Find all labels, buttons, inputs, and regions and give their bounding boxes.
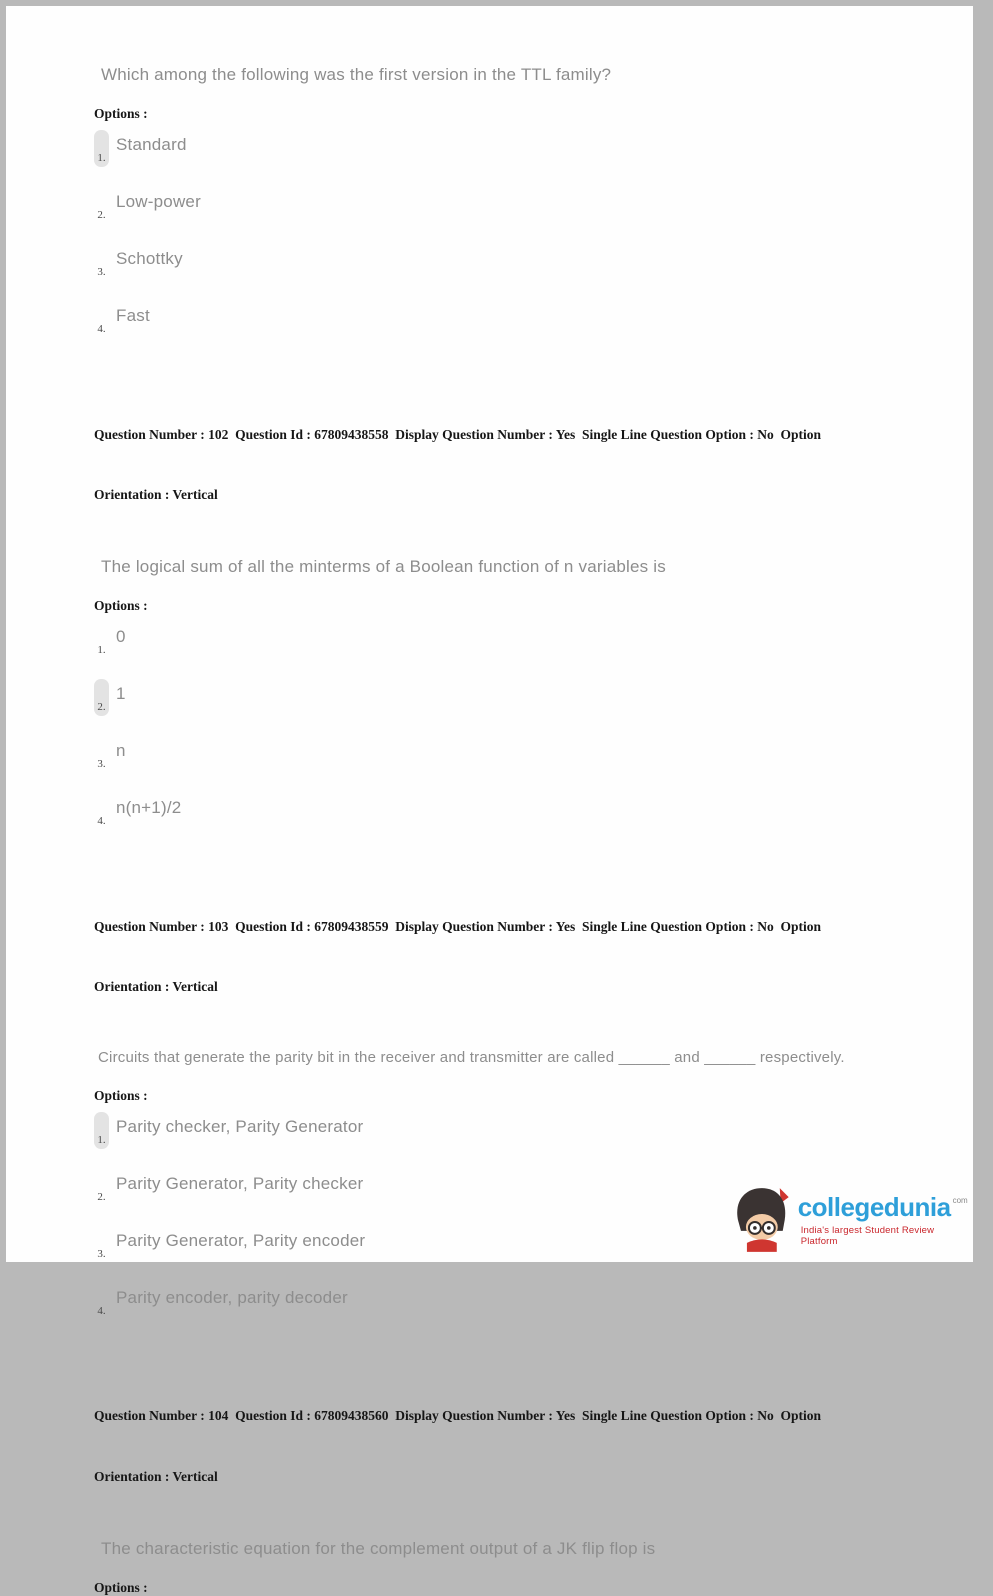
- option-text: Fast: [116, 306, 150, 326]
- option-number-label: 4.: [97, 323, 106, 336]
- question-block: [94, 358, 883, 830]
- option-number-label: 2.: [97, 701, 106, 714]
- option-number: [94, 679, 109, 716]
- question-meta: [94, 1340, 883, 1528]
- option-number: [94, 1226, 109, 1263]
- question-meta-line2: Orientation : Vertical: [94, 1468, 218, 1484]
- question-meta-line2: Orientation : Vertical: [94, 979, 218, 995]
- option-text: 1: [116, 684, 126, 704]
- question-text: Circuits that generate the parity bit in the receiver and transmitter are called ______ and ______ respectively.: [98, 1049, 845, 1067]
- question-meta-line1: Question Number : 102 Question Id : 67809438558 Display Question Number : Yes Single Line Question Option : No Option: [94, 426, 821, 442]
- option: [94, 622, 883, 659]
- option-number: [94, 793, 109, 830]
- logo-suffix: com: [952, 1195, 968, 1205]
- logo-name: [798, 1192, 973, 1223]
- option: [94, 301, 883, 338]
- option-text: Low-power: [116, 192, 201, 212]
- option-number-label: 3.: [97, 266, 106, 279]
- option-number: [94, 301, 109, 338]
- option-number: [94, 130, 109, 167]
- option-number: [94, 622, 109, 659]
- option: [94, 679, 883, 716]
- option-text: n: [116, 741, 126, 761]
- option: [94, 244, 883, 281]
- option-number: [94, 187, 109, 224]
- option-text: 0: [116, 627, 126, 647]
- option-number-label: 4.: [97, 1304, 106, 1317]
- option-number: [94, 1112, 109, 1149]
- option-number-label: 2.: [97, 1190, 106, 1203]
- question-meta: [94, 358, 883, 546]
- option: [94, 1112, 883, 1149]
- option-number-label: 1.: [97, 1133, 106, 1146]
- option-text: Parity encoder, parity decoder: [116, 1287, 348, 1307]
- option: [94, 130, 883, 167]
- document-page: [6, 6, 973, 1595]
- option-number-label: 1.: [97, 644, 106, 657]
- option-text: Standard: [116, 135, 187, 155]
- question-meta-line1: Question Number : 104 Question Id : 67809438560 Display Question Number : Yes Single Line Question Option : No Option: [94, 1408, 821, 1424]
- logo-tagline: India's largest Student Review Platform: [800, 1224, 935, 1247]
- option-number: [94, 244, 109, 281]
- option-number-label: 3.: [97, 1247, 106, 1260]
- option-text: n(n+1)/2: [116, 798, 182, 818]
- question-text: The characteristic equation for the complement output of a JK flip flop is: [101, 1538, 656, 1558]
- question-meta-line2: Orientation : Vertical: [94, 487, 218, 503]
- options-label: Options :: [94, 1087, 148, 1103]
- option: [94, 736, 883, 773]
- options-label: Options :: [94, 598, 148, 614]
- question-meta: [94, 850, 883, 1038]
- option: [94, 1283, 883, 1320]
- option-text: Schottky: [116, 249, 183, 269]
- option-number-label: 2.: [97, 209, 106, 222]
- option: [94, 187, 883, 224]
- options-label: Options :: [94, 1579, 148, 1595]
- option-number: [94, 736, 109, 773]
- question-text: Which among the following was the first version in the TTL family?: [101, 65, 612, 84]
- option-number-label: 1.: [97, 152, 106, 165]
- option-number: [94, 1283, 109, 1320]
- question-meta-line1: Question Number : 103 Question Id : 67809438559 Display Question Number : Yes Single Line Question Option : No Option: [94, 918, 821, 934]
- question-text: The logical sum of all the minterms of a Boolean function of n variables is: [101, 557, 666, 577]
- options-label: Options :: [94, 106, 148, 122]
- option-text: Parity Generator, Parity checker: [116, 1173, 364, 1193]
- question-block: [94, 64, 883, 338]
- option-number: [94, 1169, 109, 1206]
- option-number-label: 4.: [97, 815, 106, 828]
- logo-name-label: collegedunia: [797, 1191, 951, 1222]
- option-text: Parity Generator, Parity encoder: [116, 1230, 366, 1250]
- logo-text-block: [798, 1192, 973, 1247]
- question-block: [94, 1340, 883, 1596]
- option: [94, 793, 883, 830]
- option-text: Parity checker, Parity Generator: [116, 1116, 364, 1136]
- collegedunia-logo: [734, 1186, 973, 1252]
- option-number-label: 3.: [97, 758, 106, 771]
- mascot-icon: [734, 1186, 790, 1252]
